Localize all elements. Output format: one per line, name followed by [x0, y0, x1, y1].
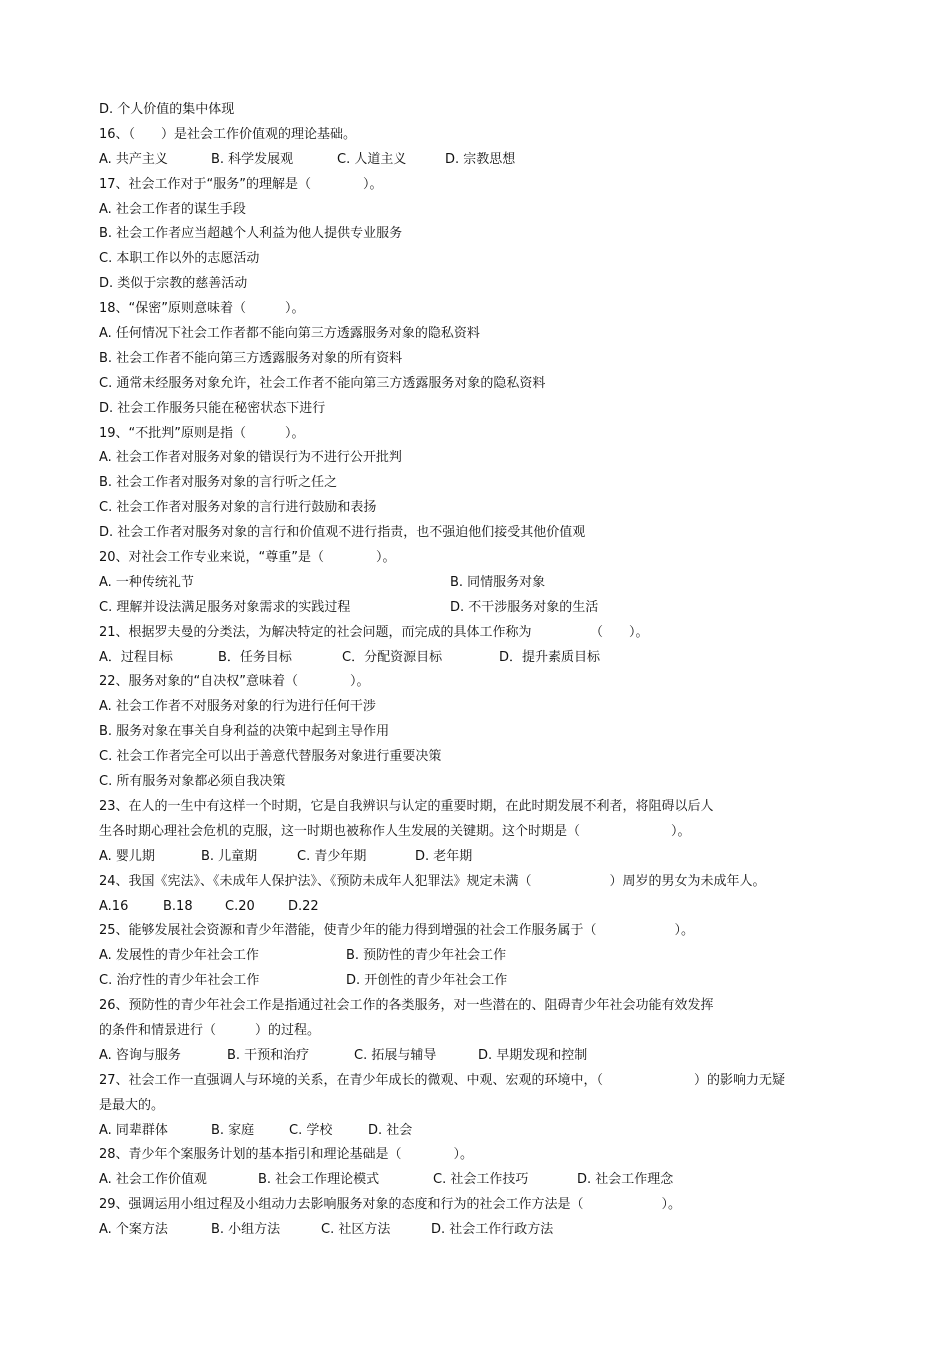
question-29: 29、强调运用小组过程及小组动力去影响服务对象的态度和行为的社会工作方法是（ ）。	[99, 1197, 682, 1213]
option: C. 治疗性的青少年社会工作	[99, 973, 260, 989]
option: B. 儿童期	[201, 848, 258, 864]
option: B. 社会工作者不能向第三方透露服务对象的所有资料	[99, 350, 403, 366]
option: D. 社会	[368, 1122, 413, 1138]
option: C. 本职工作以外的志愿活动	[99, 251, 260, 267]
option: D. 宗教思想	[445, 151, 516, 167]
option: C. 人道主义	[337, 151, 407, 167]
q20-options-row1	[99, 571, 859, 596]
q21-options	[99, 646, 859, 671]
option: B. 同情服务对象	[450, 574, 546, 590]
option: D. 早期发现和控制	[478, 1047, 588, 1063]
question-24: 24、我国《宪法》、《未成年人保护法》、《预防未成年人犯罪法》规定未满（ ）周岁的男女为未成年人。	[99, 873, 766, 889]
option: B. 社会工作理论模式	[258, 1172, 380, 1188]
question-26-cont: 的条件和情景进行（ ）的过程。	[99, 1022, 321, 1038]
option: D.22	[288, 898, 319, 914]
option: C. 社区方法	[321, 1222, 391, 1238]
option: D. 社会工作者对服务对象的言行和价值观不进行指责，也不强迫他们接受其他价值观	[99, 525, 586, 541]
question-26: 26、预防性的青少年社会工作是指通过社会工作的各类服务，对一些潜在的、阻碍青少年社会功能有效发挥	[99, 998, 714, 1014]
option: C. 所有服务对象都必须自我决策	[99, 774, 286, 790]
option: A.16	[99, 898, 129, 914]
q26-options	[99, 1044, 859, 1069]
option: B. 干预和治疗	[227, 1047, 310, 1063]
option: C. 青少年期	[297, 848, 367, 864]
q24-options	[99, 895, 859, 920]
option: C. 拓展与辅导	[354, 1047, 437, 1063]
option: B. 家庭	[211, 1122, 255, 1138]
question-18: 18、“保密”原则意味着（ ）。	[99, 301, 305, 317]
option: D. 社会工作理念	[577, 1172, 674, 1188]
question-27: 27、社会工作一直强调人与环境的关系，在青少年成长的微观、中观、宏观的环境中，（ ）的影响力无疑	[99, 1072, 786, 1088]
option: D. 老年期	[415, 848, 473, 864]
option: B. 社会工作者应当超越个人利益为他人提供专业服务	[99, 226, 403, 242]
option: A. 任何情况下社会工作者都不能向第三方透露服务对象的隐私资料	[99, 326, 480, 342]
option: C. 学校	[289, 1122, 333, 1138]
question-22: 22、服务对象的“自决权”意味着（ ）。	[99, 674, 370, 690]
option: C. 通常未经服务对象允许，社会工作者不能向第三方透露服务对象的隐私资料	[99, 375, 546, 391]
option: B. 科学发展观	[211, 151, 294, 167]
option: B．任务目标	[218, 649, 292, 665]
option: D．提升素质目标	[499, 649, 601, 665]
option: B. 小组方法	[211, 1222, 281, 1238]
text-line: D. 个人价值的集中体现	[99, 102, 235, 117]
question-16: 16、（ ）是社会工作价值观的理论基础。	[99, 126, 357, 142]
option: D. 开创性的青少年社会工作	[346, 973, 508, 989]
option: C. 社会工作者完全可以出于善意代替服务对象进行重要决策	[99, 749, 442, 765]
option: B.18	[163, 898, 193, 914]
question-27-cont: 是最大的。	[99, 1097, 165, 1113]
option: A. 社会工作价值观	[99, 1172, 207, 1188]
option: C.20	[225, 898, 255, 914]
question-25: 25、能够发展社会资源和青少年潜能，使青少年的能力得到增强的社会工作服务属于（ ）。	[99, 923, 695, 939]
option: A. 个案方法	[99, 1222, 168, 1238]
option: A. 婴儿期	[99, 848, 155, 864]
option: A. 发展性的青少年社会工作	[99, 948, 259, 964]
question-21: 21、根据罗夫曼的分类法，为解决特定的社会问题，而完成的具体工作称为 （ ）。	[99, 624, 649, 640]
q16-options	[99, 148, 859, 173]
q23-options	[99, 845, 859, 870]
option: A. 社会工作者不对服务对象的行为进行任何干涉	[99, 699, 376, 715]
q20-options-row2	[99, 596, 859, 621]
q27-options	[99, 1119, 859, 1144]
option: B. 服务对象在事关自身利益的决策中起到主导作用	[99, 724, 390, 740]
option: C. 理解并设法满足服务对象需求的实践过程	[99, 599, 351, 615]
option: D. 不干涉服务对象的生活	[450, 599, 599, 615]
option: B. 预防性的青少年社会工作	[346, 948, 507, 964]
option: C. 社会工作技巧	[433, 1172, 529, 1188]
option: D. 社会工作行政方法	[431, 1222, 554, 1238]
option: A. 共产主义	[99, 151, 168, 167]
question-19: 19、“不批判”原则是指（ ）。	[99, 425, 305, 441]
question-28: 28、青少年个案服务计划的基本指引和理论基础是（ ）。	[99, 1147, 474, 1163]
question-23: 23、在人的一生中有这样一个时期，它是自我辨识与认定的重要时期，在此时期发展不利者，将阻碍以后人	[99, 798, 714, 814]
q28-options	[99, 1168, 859, 1193]
question-17: 17、社会工作对于“服务”的理解是（ ）。	[99, 176, 383, 192]
option: C．分配资源目标	[342, 649, 443, 665]
q25-options-row2	[99, 969, 859, 994]
q25-options-row1	[99, 944, 859, 969]
exam-content	[99, 98, 859, 1243]
q29-options	[99, 1218, 859, 1243]
option: A．过程目标	[99, 649, 173, 665]
option: A. 社会工作者的谋生手段	[99, 201, 246, 217]
option: A. 一种传统礼节	[99, 574, 194, 590]
option: A. 咨询与服务	[99, 1047, 181, 1063]
option: D. 类似于宗教的慈善活动	[99, 276, 248, 292]
option: A. 同辈群体	[99, 1122, 168, 1138]
question-20: 20、对社会工作专业来说，“尊重”是（ ）。	[99, 550, 396, 566]
option: C. 社会工作者对服务对象的言行进行鼓励和表扬	[99, 500, 377, 516]
option: B. 社会工作者对服务对象的言行听之任之	[99, 475, 338, 491]
option: D. 社会工作服务只能在秘密状态下进行	[99, 400, 326, 416]
question-23-cont: 生各时期心理社会危机的克服，这一时期也被称作人生发展的关键期。这个时期是（ ）。	[99, 823, 691, 839]
option: A. 社会工作者对服务对象的错误行为不进行公开批判	[99, 450, 402, 466]
